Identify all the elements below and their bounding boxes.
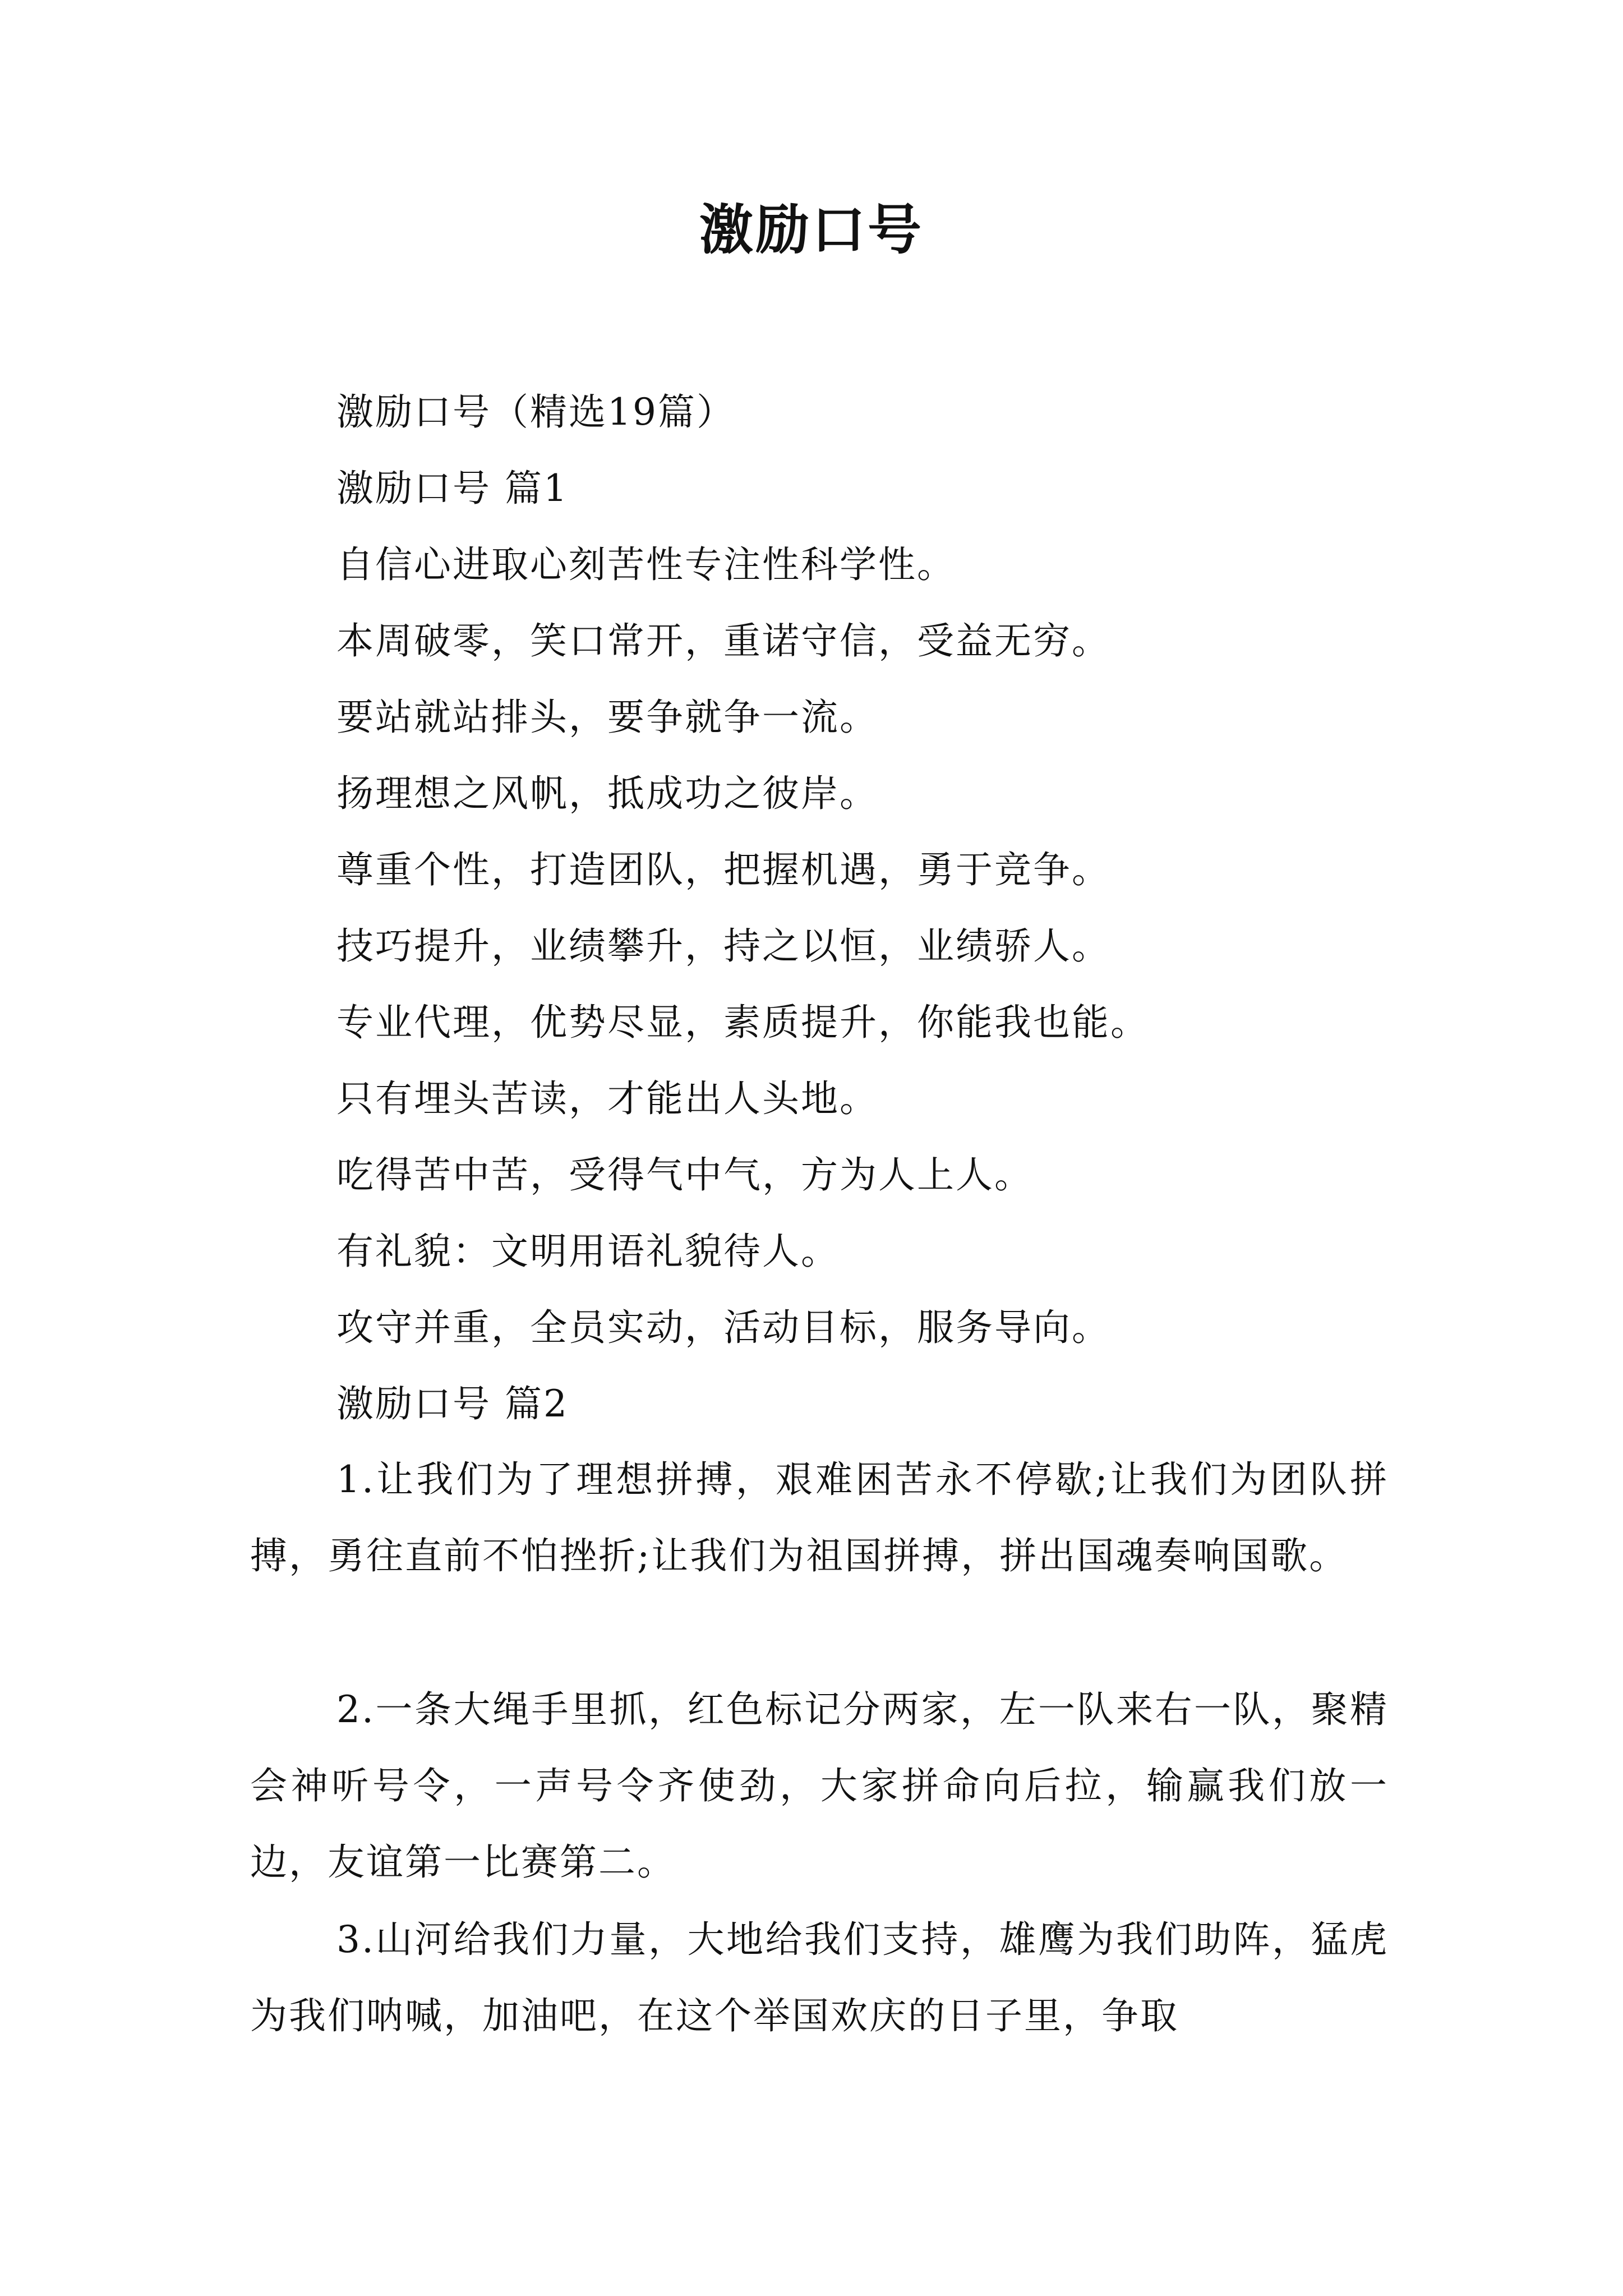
subtitle-line: 激励口号（精选19篇） bbox=[336, 390, 735, 434]
slogan-line: 技巧提升，业绩攀升，持之以恒，业绩骄人。 bbox=[336, 924, 1110, 968]
section-heading: 激励口号 篇1 bbox=[336, 467, 569, 510]
numbered-paragraph: 3.山河给我们力量，大地给我们支持，雄鹰为我们助阵，猛虎为我们呐喊，加油吧，在这个举国欢庆的日子里，争取 bbox=[250, 1918, 1389, 2037]
document-title: 激励口号 bbox=[699, 198, 924, 261]
slogan-line: 有礼貌：文明用语礼貌待人。 bbox=[336, 1230, 840, 1273]
slogan-line: 专业代理，优势尽显，素质提升，你能我也能。 bbox=[336, 1001, 1149, 1044]
slogan-line: 吃得苦中苦，受得气中气，方为人上人。 bbox=[336, 1153, 1033, 1197]
slogan-line: 攻守并重，全员实动，活动目标，服务导向。 bbox=[336, 1306, 1110, 1349]
slogan-line: 尊重个性，打造团队，把握机遇，勇于竞争。 bbox=[336, 848, 1110, 891]
numbered-paragraph: 2.一条大绳手里抓，红色标记分两家，左一队来右一队，聚精会神听号令，一声号令齐使劲，大家拼命向后拉，输赢我们放一边，友谊第一比赛第二。 bbox=[250, 1688, 1389, 1884]
section-heading: 激励口号 篇2 bbox=[336, 1382, 569, 1425]
slogan-line: 扬理想之风帆，抵成功之彼岸。 bbox=[336, 772, 878, 815]
slogan-line: 只有埋头苦读，才能出人头地。 bbox=[336, 1077, 878, 1120]
slogan-line: 本周破零，笑口常开，重诺守信，受益无穷。 bbox=[336, 619, 1110, 662]
slogan-line: 自信心进取心刻苦性专注性科学性。 bbox=[336, 543, 956, 586]
numbered-paragraph: 1.让我们为了理想拼搏，艰难困苦永不停歇;让我们为团队拼搏，勇往直前不怕挫折;让我们为祖国拼搏，拼出国魂奏响国歌。 bbox=[250, 1458, 1389, 1577]
slogan-line: 要站就站排头，要争就争一流。 bbox=[336, 696, 878, 739]
